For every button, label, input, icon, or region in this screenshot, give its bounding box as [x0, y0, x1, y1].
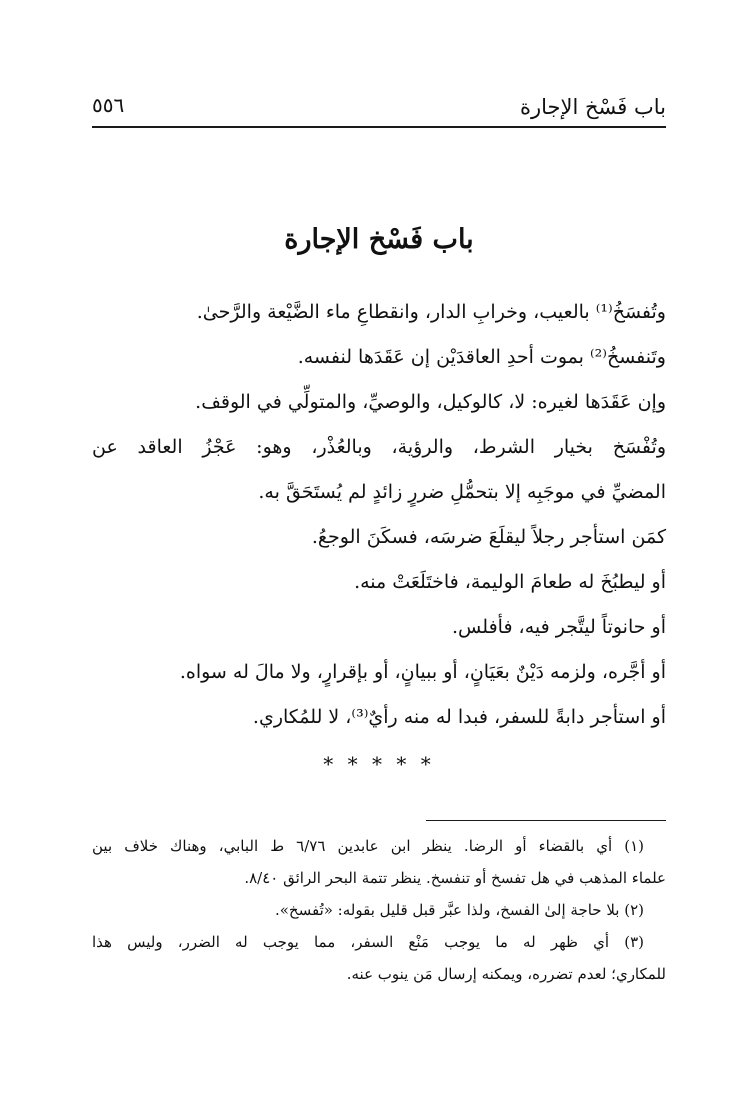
running-header: [92, 82, 666, 128]
footnote-line-5: للمكاري؛ لعدم تضرره، ويمكنه إرسال مَن ينوب عنه.: [346, 965, 666, 983]
footnote-line-1: (١) أي بالقضاء أو الرضا. ينظر ابن عابدين ٦/٧٦ ط البابي، وهناك خلاف بين: [92, 837, 644, 855]
text-line-6: كمَن استأجر رجلاً ليقلَعَ ضرسَه، فسكَنَ الوجعُ.: [311, 526, 666, 548]
footnote-line-3: (٢) بلا حاجة إلىٰ الفسخ، ولذا عبَّر قبل قليل بقوله: «تُفسخ».: [274, 901, 644, 919]
text-line-10: أو استأجر دابةً للسفر، فبدا له منه رأيٌ⁽³⁾، لا للمُكاري.: [252, 706, 666, 728]
running-title: باب فَسْخ الإجارة: [519, 95, 666, 119]
text-line-4: وتُفْسَخ بخيار الشرط، والرؤية، وبالعُذْر، وهو: عَجْزُ العاقد عن: [92, 436, 666, 458]
text-line-3: وإن عَقَدَها لغيره: لا، كالوكيل، والوصيِّ، والمتولِّي في الوقف.: [195, 391, 666, 413]
text-line-7: أو ليطبُخَ له طعامَ الوليمة، فاختَلَعَتْ منه.: [354, 571, 666, 593]
text-line-2: وتَنفسخُ⁽²⁾ بموت أحدِ العاقدَيْن إن عَقَدَها لنفسه.: [297, 346, 666, 368]
text-line-5: المضيِّ في موجَبِه إلا بتحمُّلِ ضررٍ زائدٍ لم يُستَحَقَّ به.: [258, 481, 666, 503]
text-line-1: وتُفسَخُ⁽¹⁾ بالعيب، وخرابِ الدار، وانقطاعِ ماء الضَّيْعة والرَّحىٰ.: [196, 301, 666, 323]
text-line-9: أو أجَّره، ولزمه دَيْنٌ بعَيَانٍ، أو ببيانٍ، أو بإقرارٍ، ولا مالَ له سواه.: [179, 661, 666, 683]
footnote-divider: [426, 820, 666, 821]
chapter-title: باب فَسْخ الإجارة: [284, 224, 474, 255]
page-number: ٥٥٦: [92, 93, 125, 117]
footnotes: [92, 830, 666, 990]
footnote-line-2: علماء المذهب في هل تفسخ أو تنفسخ. ينظر تتمة البحر الرائق ٨/٤٠.: [244, 869, 666, 887]
main-text: [92, 290, 666, 787]
text-line-8: أو حانوتاً ليتَّجر فيه، فأفلس.: [452, 616, 666, 638]
footnote-line-4: (٣) أي ظهر له ما يوجب مَنْع السفر، مما يوجب له الضرر، وليس هذا: [92, 933, 644, 951]
section-separator: * * * * *: [323, 752, 435, 776]
